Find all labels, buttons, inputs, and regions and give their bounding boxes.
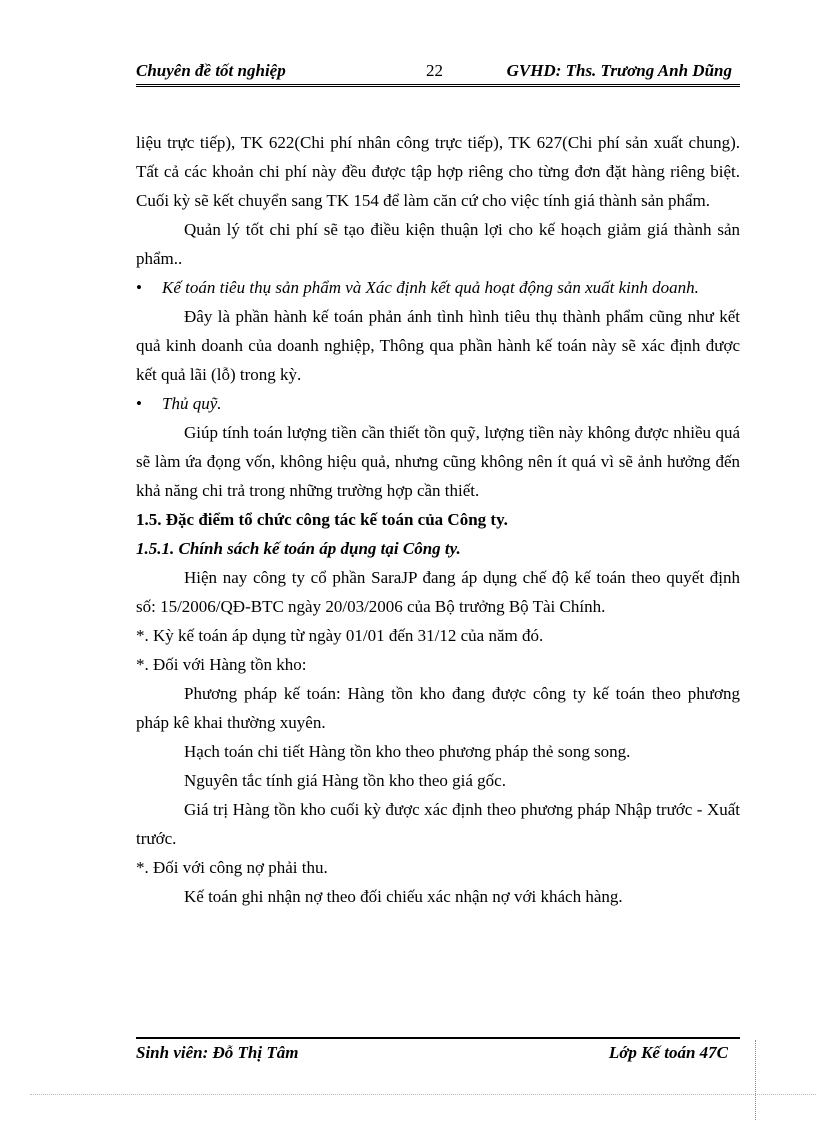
- page-header: [136, 58, 740, 87]
- bullet-item-label: Kế toán tiêu thụ sản phẩm và Xác định kết quả hoạt động sản xuất kinh doanh.: [162, 278, 699, 297]
- footer-class: Lớp Kế toán 47C: [608, 1043, 728, 1062]
- page-corner-guide-vertical: [755, 1040, 756, 1120]
- paragraph-inventory-pricing: Nguyên tắc tính giá Hàng tồn kho theo giá gốc.: [184, 771, 506, 790]
- bullet-icon: •: [136, 394, 142, 413]
- header-supervisor: GVHD: Ths. Trương Anh Dũng: [506, 61, 732, 80]
- paragraph-receivables-heading: *. Đối với công nợ phải thu.: [136, 858, 328, 877]
- bullet-item-treasury: [136, 389, 740, 418]
- paragraph-receivables: Kế toán ghi nhận nợ theo đối chiếu xác nhận nợ với khách hàng.: [184, 887, 623, 906]
- paragraph-inventory-detail: Hạch toán chi tiết Hàng tồn kho theo phương pháp thẻ song song.: [184, 742, 631, 761]
- page-footer: [136, 1037, 740, 1069]
- paragraph-accounting-regime: Hiện nay công ty cổ phần SaraJP đang áp dụng chế độ kế toán theo quyết định số: 15/2006/QĐ-BTC ngày 20/03/2006 của Bộ trưởng Bộ Tài Chính.: [136, 568, 740, 616]
- paragraph-inventory-valuation: Giá trị Hàng tồn kho cuối kỳ được xác định theo phương pháp Nhập trước - Xuất trước.: [136, 800, 740, 848]
- paragraph-inventory-method: Phương pháp kế toán: Hàng tồn kho đang được công ty kế toán theo phương pháp kê khai thường xuyên.: [136, 684, 740, 732]
- paragraph-cost-management: Quản lý tốt chi phí sẽ tạo điều kiện thuận lợi cho kế hoạch giảm giá thành sản phẩm..: [136, 220, 740, 268]
- footer-student: Sinh viên: Đỗ Thị Tâm: [136, 1043, 299, 1062]
- paragraph-accounting-period: *. Kỳ kế toán áp dụng từ ngày 01/01 đến 31/12 của năm đó.: [136, 626, 544, 645]
- paragraph-continuation: liệu trực tiếp), TK 622(Chi phí nhân công trực tiếp), TK 627(Chi phí sản xuất chung). Tất cả các khoản chi phí này đều được tập hợp riêng cho từng đơn đặt hàng riêng biệt. Cuối kỳ sẽ kết chuyển sang TK 154 để làm căn cứ cho việc tính giá thành sản phẩm.: [136, 133, 740, 210]
- header-document-title: Chuyên đề tốt nghiệp: [136, 61, 286, 80]
- document-body: [136, 128, 740, 911]
- bullet-icon: •: [136, 278, 142, 297]
- bullet-item-label: Thủ quỹ.: [162, 394, 222, 413]
- paragraph-inventory-heading: *. Đối với Hàng tồn kho:: [136, 655, 307, 674]
- bullet-item-sales-accounting: [136, 273, 740, 302]
- page-corner-guide-horizontal: [30, 1094, 816, 1095]
- paragraph-treasury: Giúp tính toán lượng tiền cần thiết tồn quỹ, lượng tiền này không được nhiều quá sẽ làm ứa đọng vốn, không hiệu quả, nhưng cũng không nên ít quá vì sẽ ảnh hưởng đến khả năng chi trả trong những trường hợp cần thiết.: [136, 423, 740, 500]
- page-number: 22: [426, 61, 443, 80]
- paragraph-sales-accounting: Đây là phần hành kế toán phản ánh tình hình tiêu thụ thành phẩm cũng như kết quả kinh doanh của doanh nghiệp, Thông qua phần hành kế toán này sẽ xác định được kết quả lãi (lỗ) trong kỳ.: [136, 307, 740, 384]
- section-heading: 1.5. Đặc điểm tổ chức công tác kế toán của Công ty.: [136, 510, 508, 529]
- subsection-heading: 1.5.1. Chính sách kế toán áp dụng tại Công ty.: [136, 539, 461, 558]
